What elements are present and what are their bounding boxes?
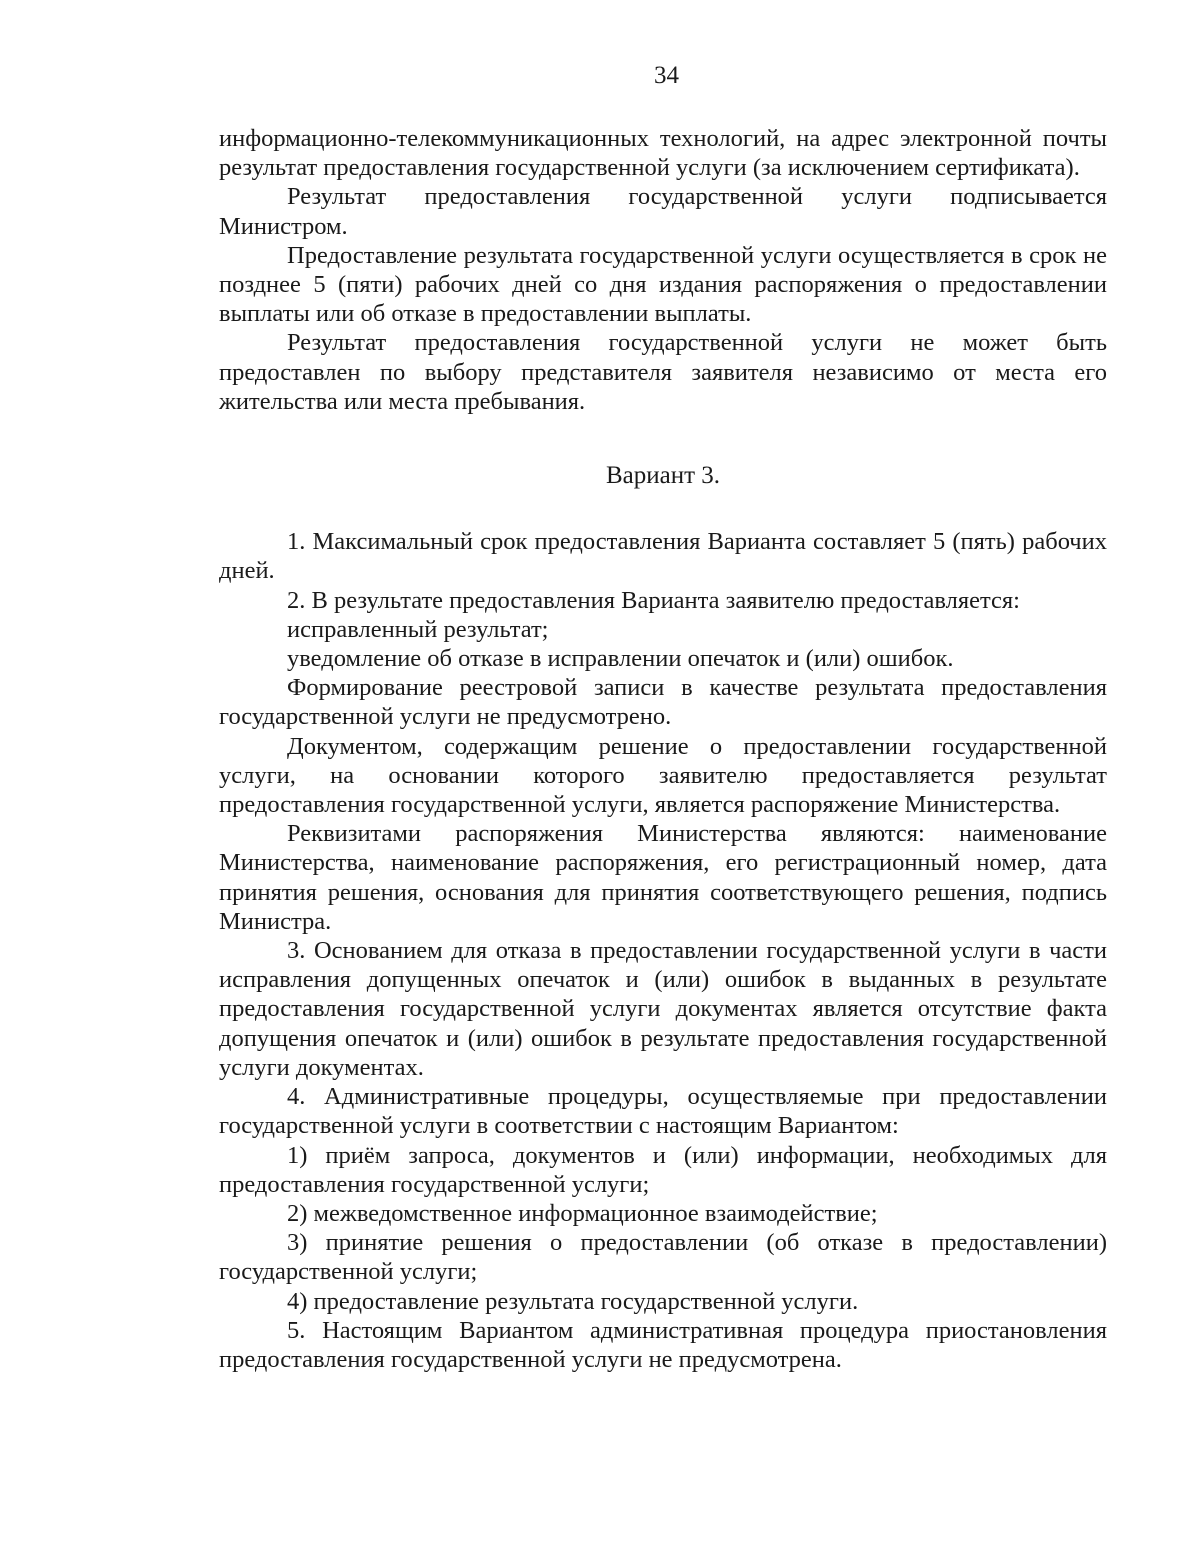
paragraph-procedure-3: 3) принятие решения о предоставлении (об отказе в предоставлении) государственной услуги; [219, 1229, 1107, 1286]
section-heading: Вариант 3. [605, 462, 721, 490]
paragraph-requisites: Реквизитами распоряжения Министерства являются: наименование Министерства, наименование распоряжения, его регистрационный номер, дата принятия решения, основания для принятия соответствующего решения, подпись Министра. [219, 820, 1107, 935]
paragraph-procedure-2: 2) межведомственное информационное взаимодействие; [287, 1199, 878, 1227]
document-body [219, 124, 1107, 1374]
paragraph-item-3: 3. Основанием для отказа в предоставлении государственной услуги в части исправления допущенных опечаток и (или) ошибок в выданных в результате предоставления государственной услуги документах является отсутствие факта допущения опечаток и (или) ошибок в результате предоставления государственной услуги документах. [219, 937, 1107, 1081]
paragraph-procedure-1: 1) приём запроса, документов и (или) информации, необходимых для предоставления государственной услуги; [219, 1141, 1107, 1198]
paragraph-result-refusal: уведомление об отказе в исправлении опечаток и (или) ошибок. [287, 645, 954, 673]
paragraph-continuation: информационно-телекоммуникационных технологий, на адрес электронной почты результат предоставления государственной услуги (за исключением сертификата). [219, 125, 1107, 182]
paragraph-item-2: 2. В результате предоставления Варианта заявителю предоставляется: [287, 586, 1020, 614]
paragraph-place: Результат предоставления государственной услуги не может быть предоставлен по выбору представителя заявителя независимо от места его жительства или места пребывания. [219, 329, 1107, 415]
page-number: 34 [654, 62, 679, 89]
paragraph-decision-document: Документом, содержащим решение о предоставлении государственной услуги, на основании которого заявителю предоставляется результат предоставления государственной услуги, является распоряжение Министерства. [219, 732, 1107, 819]
paragraph-registry: Формирование реестровой записи в качестве результата предоставления государственной услуги не предусмотрено. [219, 674, 1107, 731]
paragraph-term: Предоставление результата государственной услуги осуществляется в срок не позднее 5 (пяти) рабочих дней со дня издания распоряжения о предоставлении выплаты или об отказе в предоставлении выплаты. [219, 241, 1107, 328]
paragraph-item-1: 1. Максимальный срок предоставления Варианта составляет 5 (пять) рабочих дней. [219, 528, 1107, 585]
paragraph-result-corrected: исправленный результат; [287, 615, 549, 643]
paragraph-procedure-4: 4) предоставление результата государственной услуги. [287, 1287, 859, 1315]
paragraph-item-4: 4. Административные процедуры, осуществляемые при предоставлении государственной услуги в соответствии с настоящим Вариантом: [219, 1083, 1107, 1140]
paragraph-item-5: 5. Настоящим Вариантом административная процедура приостановления предоставления государственной услуги не предусмотрена. [219, 1316, 1107, 1373]
paragraph-signature: Результат предоставления государственной услуги подписывается Министром. [219, 183, 1107, 240]
